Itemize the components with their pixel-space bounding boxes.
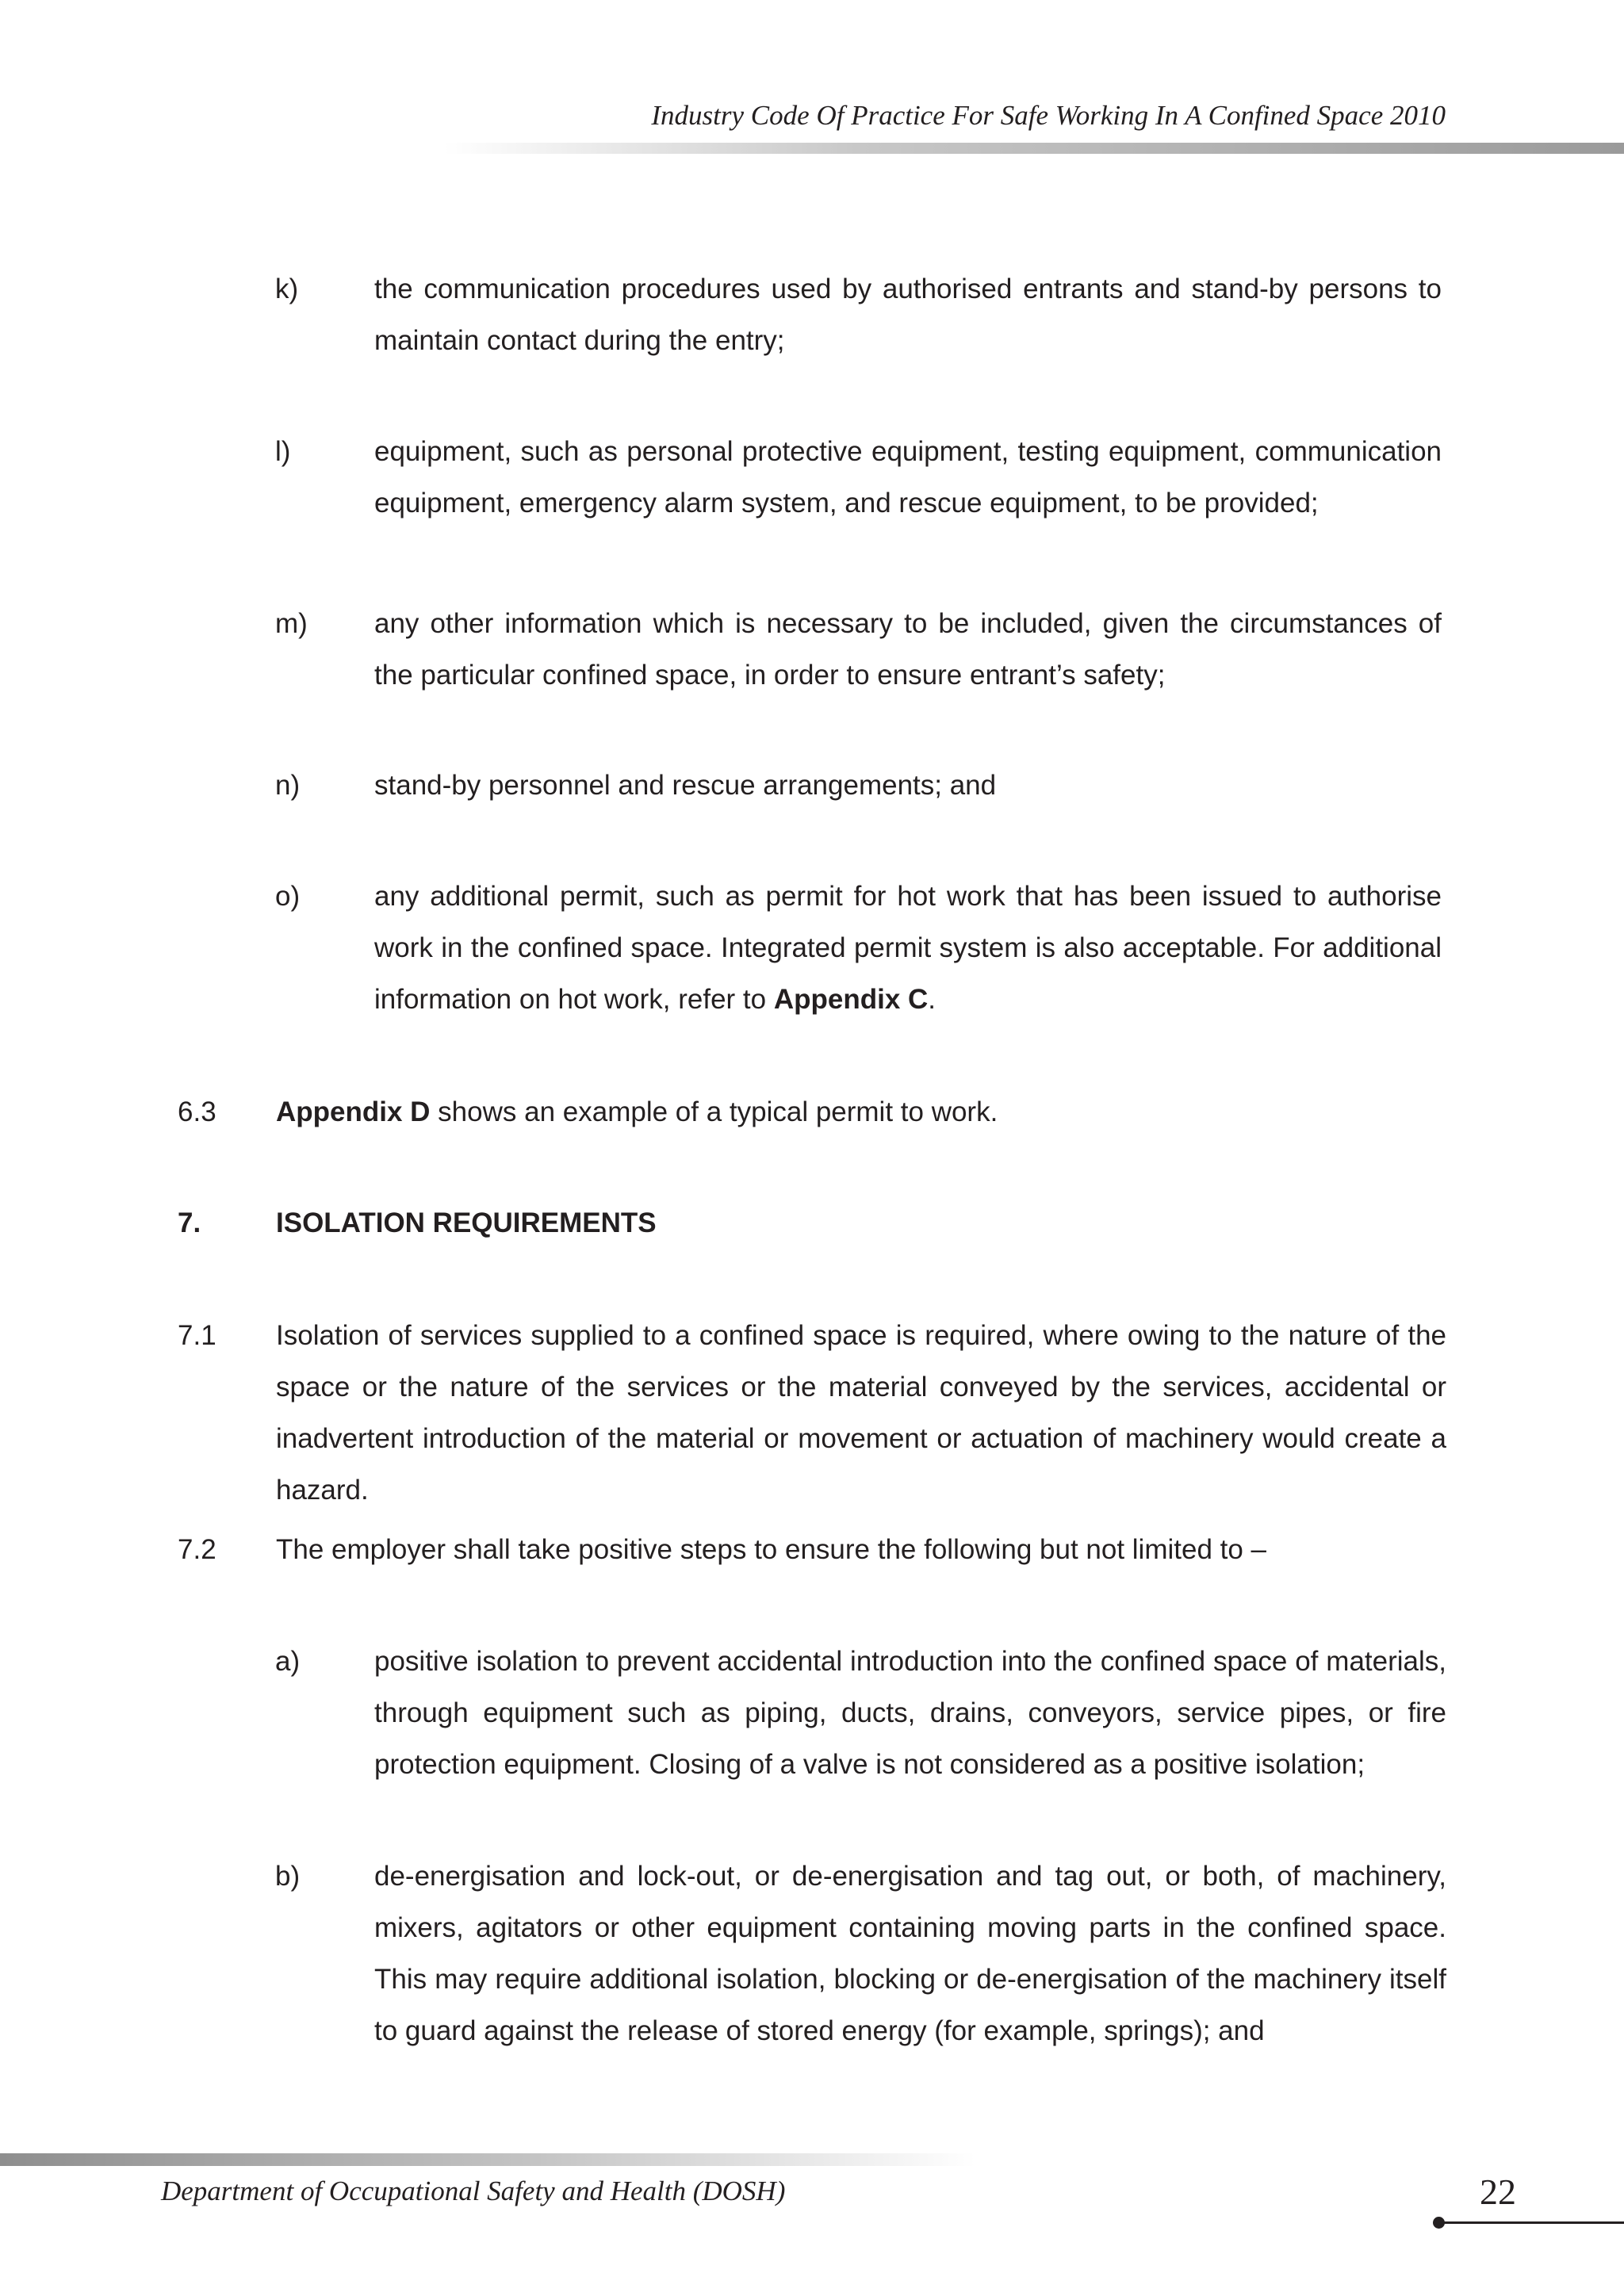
item-label: m) (275, 608, 308, 639)
item-text: positive isolation to prevent accidental introduction into the confined space of materials, through equipment such as piping, ducts, drains, conveyors, service pipes, or fire protection equipment. Closing of a valve is not considered as a positive isolation; (374, 1646, 1446, 1780)
footer-department: Department of Occupational Safety and Health (DOSH) (161, 2175, 786, 2206)
item-text: the communication procedures used by authorised entrants and stand-by persons to maintain contact during the entry; (374, 274, 1442, 356)
section-heading: ISOLATION REQUIREMENTS (276, 1207, 657, 1238)
item-text: any additional permit, such as permit for hot work that has been issued to authorise work in the confined space. Integrated permit system is also acceptable. For additional information on hot work, refer to Appendix C. (374, 881, 1442, 1015)
item-label: k) (275, 274, 299, 304)
section-text: Appendix D shows an example of a typical permit to work. (276, 1096, 998, 1127)
document-title: Industry Code Of Practice For Safe Working In A Confined Space 2010 (651, 100, 1446, 131)
item-label: l) (275, 436, 291, 467)
appendix-d-reference: Appendix D (276, 1096, 431, 1127)
item-text: any other information which is necessary to be included, given the circumstances of the particular confined space, in order to ensure entrant’s safety; (374, 608, 1442, 691)
header-rule (444, 143, 1624, 154)
item-label: o) (275, 881, 301, 912)
item-text: equipment, such as personal protective equipment, testing equipment, communication equipment, emergency alarm system, and rescue equipment, to be provided; (374, 436, 1442, 519)
page-number-line (1440, 2221, 1624, 2224)
section-number: 7.1 (178, 1320, 216, 1351)
page-number: 22 (1480, 2172, 1516, 2212)
item-label: a) (275, 1646, 301, 1677)
section-text: The employer shall take positive steps to ensure the following but not limited to – (276, 1534, 1267, 1565)
item-text: de-energisation and lock-out, or de-energisation and tag out, or both, of machinery, mixers, agitators or other equipment containing moving parts in the confined space. This may require additional isolation, blocking or de-energisation of the machinery itself to guard against the release of stored energy (for example, springs); and (374, 1861, 1446, 2046)
section-text: Isolation of services supplied to a confined space is required, where owing to the nature of the space or the nature of the services or the material conveyed by the services, accidental or inadvertent introduction of the material or movement or actuation of machinery would create a hazard. (276, 1320, 1446, 1506)
footer-rule (0, 2153, 975, 2166)
item-label: b) (275, 1861, 301, 1892)
item-text: stand-by personnel and rescue arrangements; and (374, 770, 997, 801)
section-number: 7. (178, 1207, 201, 1238)
item-label: n) (275, 770, 301, 801)
section-number: 7.2 (178, 1534, 216, 1565)
section-number: 6.3 (178, 1096, 216, 1127)
appendix-c-reference: Appendix C (773, 984, 929, 1015)
